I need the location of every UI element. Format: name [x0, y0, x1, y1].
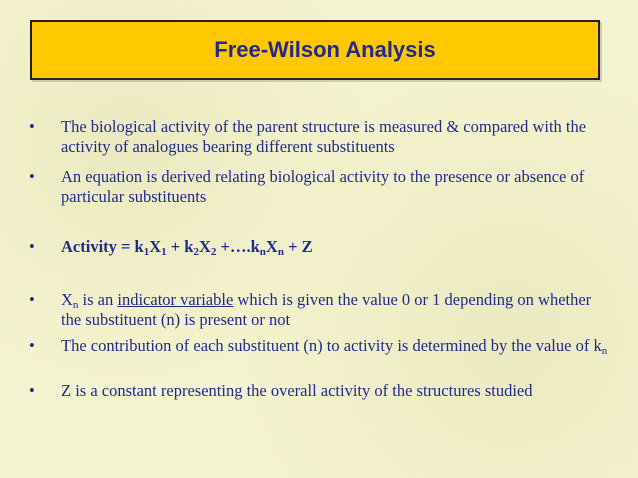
indicator-variable-term: indicator variable [117, 290, 234, 309]
bullet-marker: • [29, 336, 35, 355]
bullet-marker: • [29, 290, 35, 309]
slide-title: Free-Wilson Analysis [214, 37, 436, 62]
bullet-text: Z is a constant representing the overall activity of the structures studied [61, 381, 533, 400]
bullet-text: $X_n$ is an indicator variable which is given the value 0 or 1 depending on whether the substituent (n) is present or not [61, 290, 592, 329]
title-box [30, 20, 600, 80]
bullet-marker: • [29, 237, 35, 256]
bullet-marker: • [29, 167, 35, 186]
bullet-text: The contribution of each substituent (n) to activity is determined by the value of $k_n$ [61, 336, 608, 357]
bullet-text: The biological activity of the parent structure is measured & compared with the activity of analogues bearing different substituents [61, 117, 587, 156]
activity-equation: Activity = $k_1X_1 + k_2X_2$ $+\dots.k_nX_n + Z$ [61, 237, 313, 258]
bullet-marker: • [29, 381, 35, 400]
bullet-marker: • [29, 117, 35, 136]
bullet-text: An equation is derived relating biological activity to the presence or absence of particular substituents [61, 167, 585, 206]
